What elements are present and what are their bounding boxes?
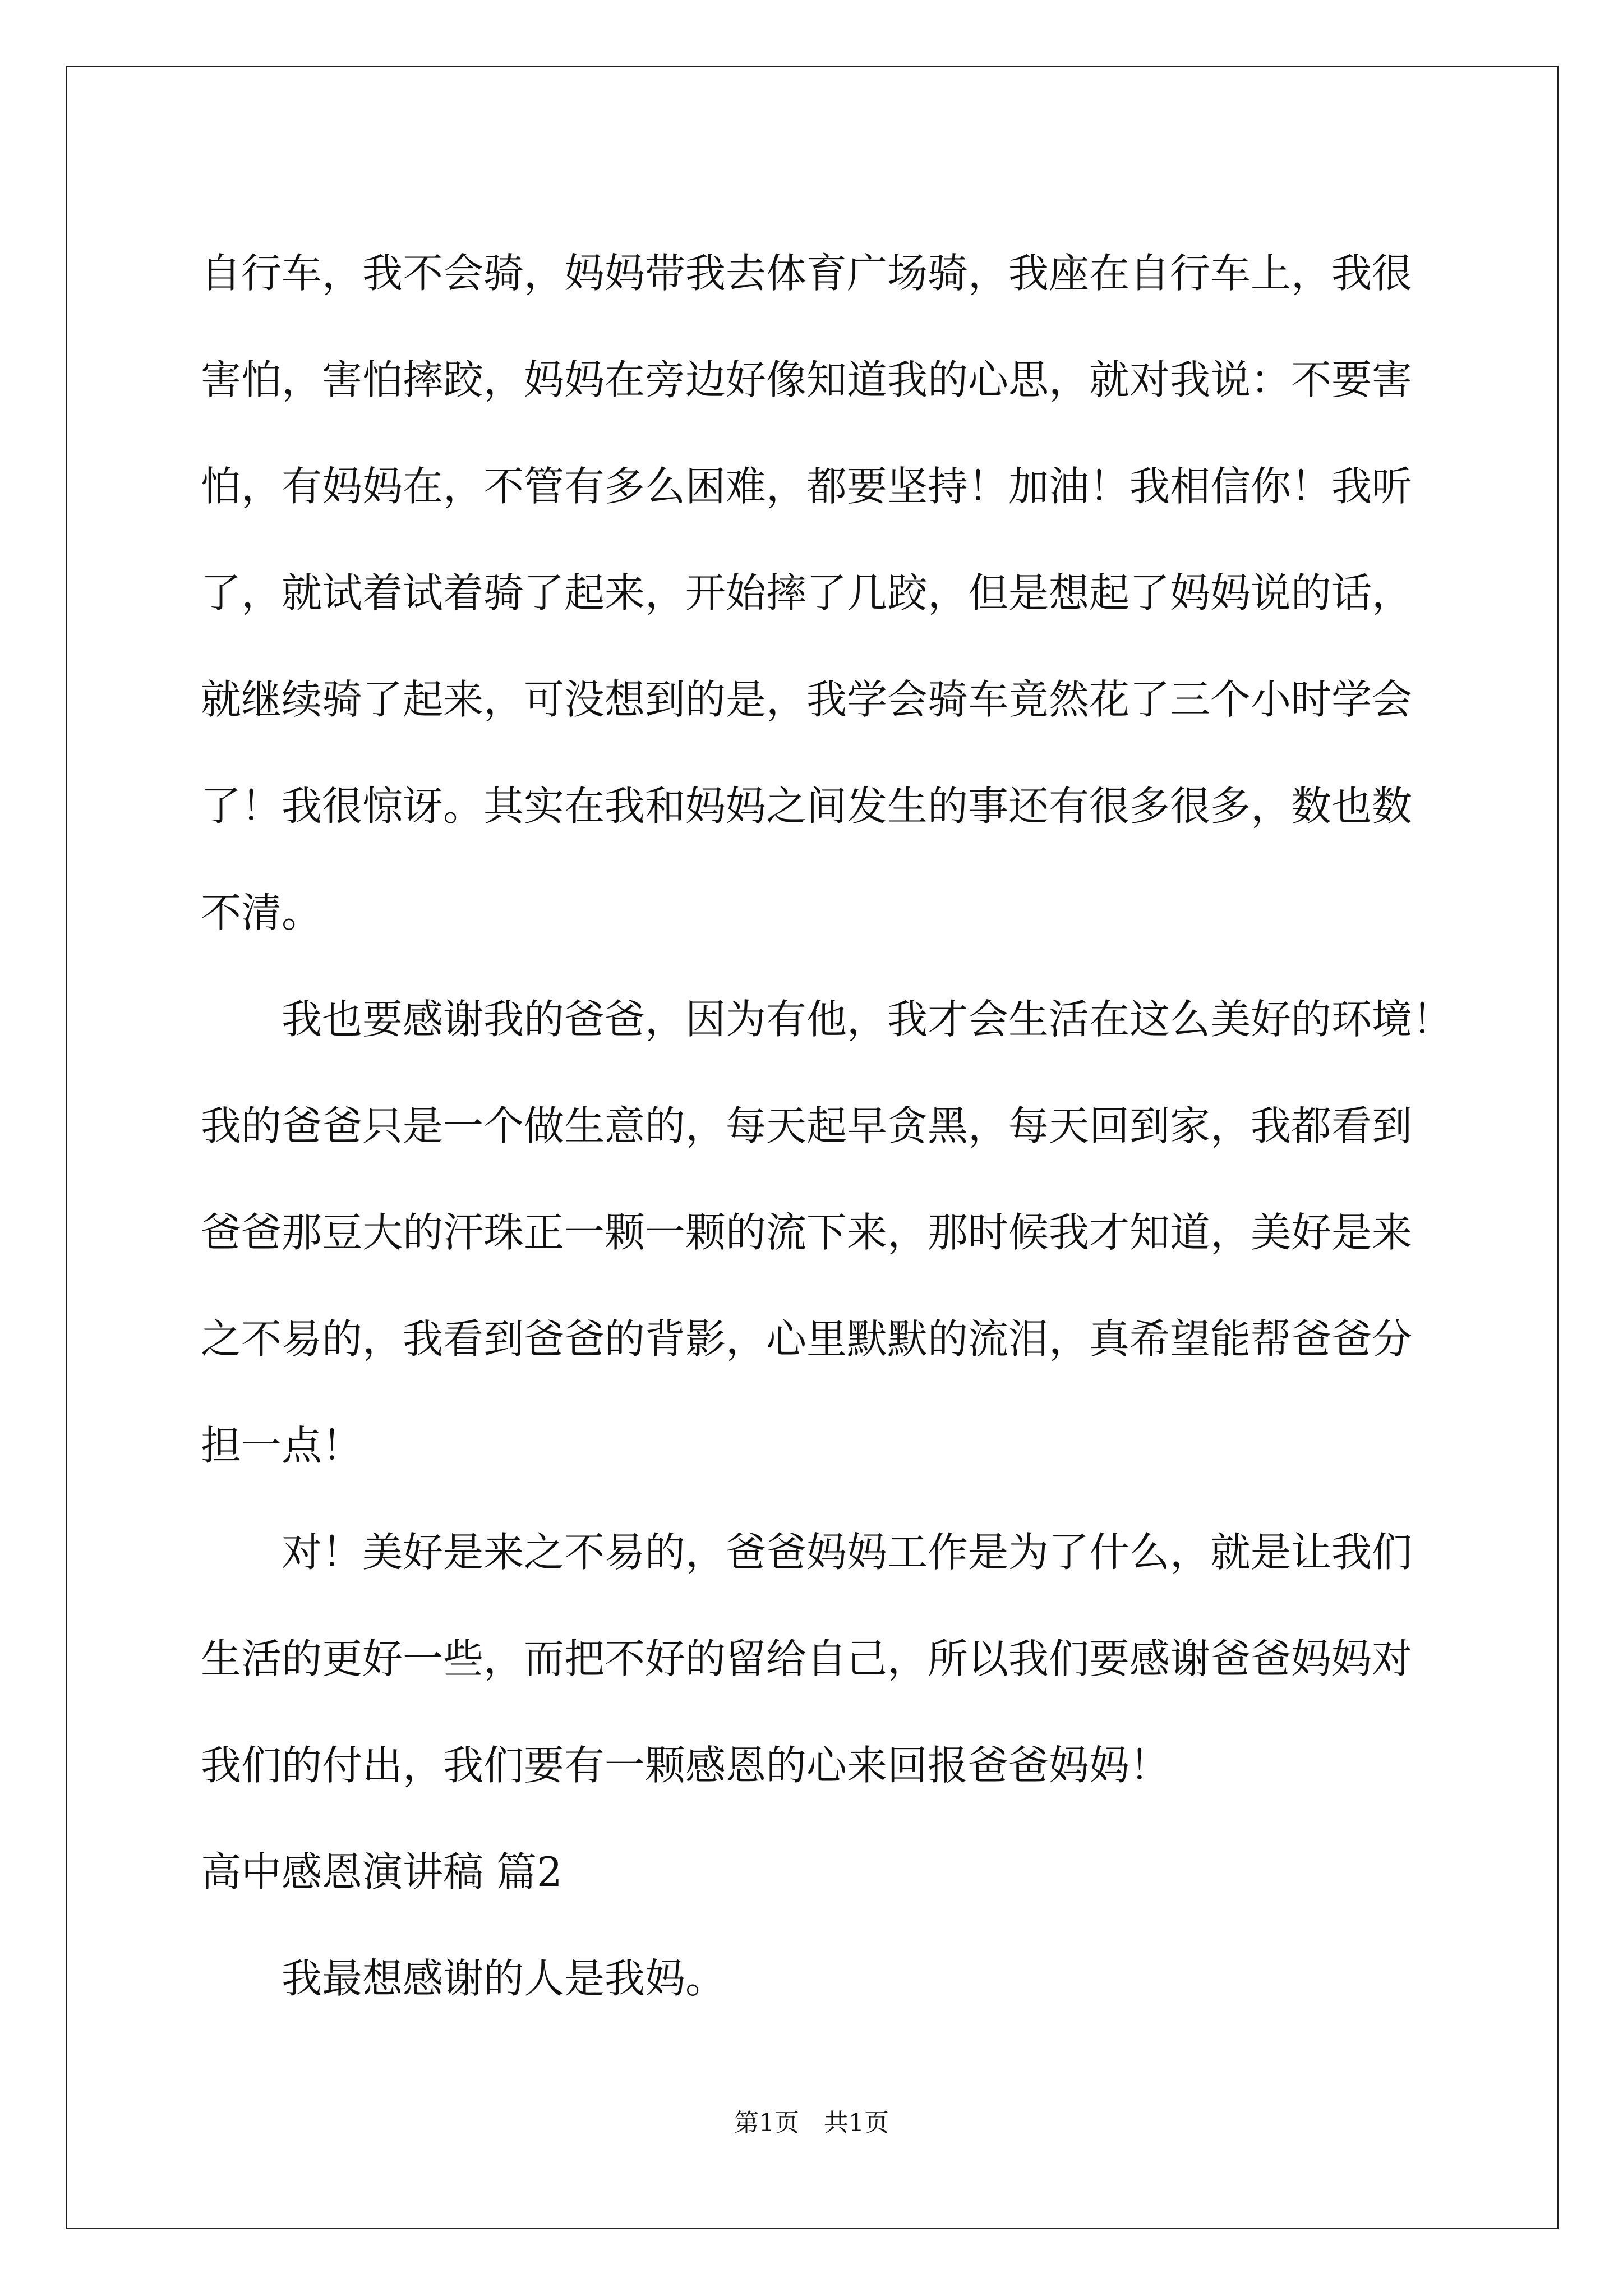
paragraph-1 xyxy=(201,220,1435,966)
section-heading: 高中感恩演讲稿 篇2 xyxy=(201,1848,562,1895)
text-line: 了！我很惊讶。其实在我和妈妈之间发生的事还有很多很多，数也数 xyxy=(201,783,1413,830)
text-line: 不清。 xyxy=(201,889,322,936)
text-line: 我的爸爸只是一个做生意的，每天起早贪黑，每天回到家，我都看到 xyxy=(201,1102,1413,1149)
text-line: 怕，有妈妈在，不管有多么困难，都要坚持！加油！我相信你！我听 xyxy=(201,463,1413,510)
text-line: 我最想感谢的人是我妈。 xyxy=(282,1955,726,2002)
text-line: 我们的付出，我们要有一颗感恩的心来回报爸爸妈妈！ xyxy=(201,1742,1170,1789)
paragraph-2 xyxy=(201,966,1453,1499)
text-line: 担一点！ xyxy=(201,1422,363,1469)
text-line: 生活的更好一些，而把不好的留给自己，所以我们要感谢爸爸妈妈对 xyxy=(201,1635,1413,1682)
text-line: 爸爸那豆大的汗珠正一颗一颗的流下来，那时候我才知道，美好是来 xyxy=(201,1209,1413,1256)
text-line: 对！美好是来之不易的，爸爸妈妈工作是为了什么，就是让我们 xyxy=(282,1529,1413,1576)
text-line: 就继续骑了起来，可没想到的是，我学会骑车竟然花了三个小时学会 xyxy=(201,676,1413,723)
text-line: 我也要感谢我的爸爸，因为有他，我才会生活在这么美好的环境！ xyxy=(282,996,1453,1043)
document-body xyxy=(201,220,1453,2032)
text-line: 自行车，我不会骑，妈妈带我去体育广场骑，我座在自行车上，我很 xyxy=(201,250,1413,297)
paragraph-3 xyxy=(201,1499,1435,1819)
text-line: 了，就试着试着骑了起来，开始摔了几跤，但是想起了妈妈说的话， xyxy=(201,569,1413,616)
text-line: 害怕，害怕摔跤，妈妈在旁边好像知道我的心思，就对我说：不要害 xyxy=(201,356,1413,403)
page-footer: 第1页 共1页 xyxy=(734,2109,889,2137)
text-line: 之不易的，我看到爸爸的背影，心里默默的流泪，真希望能帮爸爸分 xyxy=(201,1315,1413,1363)
paragraph-4 xyxy=(201,1925,1435,2032)
